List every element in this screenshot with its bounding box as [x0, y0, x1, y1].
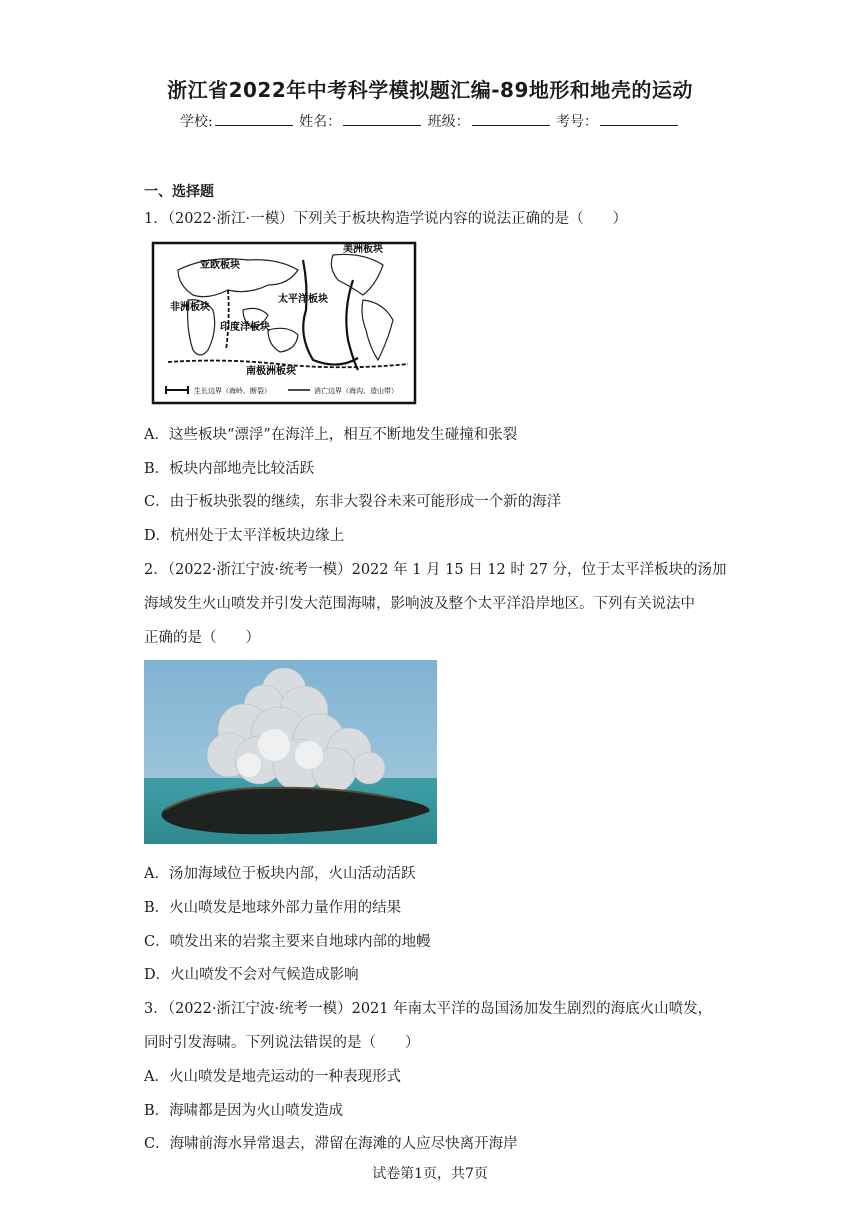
map-label-antarctic: 南极洲板块 — [246, 366, 296, 377]
q1-option-c: C．由于板块张裂的继续，东非大裂谷未来可能形成一个新的海洋 — [144, 494, 562, 510]
exam-no-blank[interactable] — [600, 113, 678, 126]
q3-option-a: A．火山喷发是地壳运动的一种表现形式 — [144, 1069, 401, 1085]
q1-option-d: D．杭州处于太平洋板块边缘上 — [144, 528, 345, 544]
q3-stem-line-2: 同时引发海啸。下列说法错误的是（ ） — [144, 1035, 420, 1051]
page-footer: 试卷第1页，共7页 — [372, 1166, 488, 1182]
map-label-africa: 非洲板块 — [170, 302, 210, 313]
q3-stem-line-1: 3．（2022·浙江宁波·统考一模）2021 年南太平洋的岛国汤加发生剧烈的海底火山喷发， — [144, 1001, 713, 1017]
section-heading: 一、选择题 — [144, 184, 214, 200]
q2-stem-line-1: 2．（2022·浙江宁波·统考一模）2022 年 1 月 15 日 12 时 27 分，位于太平洋板块的汤加 — [144, 562, 727, 578]
q3-option-b: B．海啸都是因为火山喷发造成 — [144, 1103, 344, 1119]
legend-constructive: 生长边界（海岭、断裂） — [194, 387, 271, 395]
map-label-eurasia: 亚欧板块 — [200, 260, 240, 271]
volcano-photo — [144, 660, 437, 844]
map-label-pacific: 太平洋板块 — [278, 294, 328, 305]
q2-option-c: C．喷发出来的岩浆主要来自地球内部的地幔 — [144, 934, 431, 950]
class-blank[interactable] — [472, 113, 550, 126]
plate-map-figure — [148, 240, 420, 410]
legend-destructive: 消亡边界（海沟、造山带） — [314, 387, 398, 395]
q2-option-a: A．汤加海域位于板块内部，火山活动活跃 — [144, 866, 416, 882]
q1-option-b: B．板块内部地壳比较活跃 — [144, 461, 315, 477]
q3-option-c: C．海啸前海水异常退去，滞留在海滩的人应尽快离开海岸 — [144, 1136, 518, 1152]
page-title: 浙江省2022年中考科学模拟题汇编-89地形和地壳的运动 — [167, 78, 693, 102]
q2-stem-line-3: 正确的是（ ） — [144, 630, 260, 646]
school-label: 学校: — [179, 114, 213, 130]
q1-option-a: A．这些板块“漂浮”在海洋上，相互不断地发生碰撞和张裂 — [144, 427, 518, 443]
q2-option-d: D．火山喷发不会对气候造成影响 — [144, 967, 359, 983]
school-blank[interactable] — [215, 113, 293, 126]
q2-option-b: B．火山喷发是地球外部力量作用的结果 — [144, 900, 402, 916]
map-label-indian: 印度洋板块 — [220, 322, 270, 333]
name-blank[interactable] — [343, 113, 421, 126]
question-1-stem: 1．（2022·浙江·一模）下列关于板块构造学说内容的说法正确的是（ ） — [144, 211, 628, 227]
name-label: 姓名： — [299, 114, 342, 130]
class-label: 班级： — [427, 114, 470, 130]
exam-no-label: 考号： — [556, 114, 599, 130]
student-info-line — [0, 111, 860, 131]
map-label-america: 美洲板块 — [343, 244, 383, 255]
q2-stem-line-2: 海域发生火山喷发并引发大范围海啸，影响波及整个太平洋沿岸地区。下列有关说法中 — [144, 596, 695, 612]
